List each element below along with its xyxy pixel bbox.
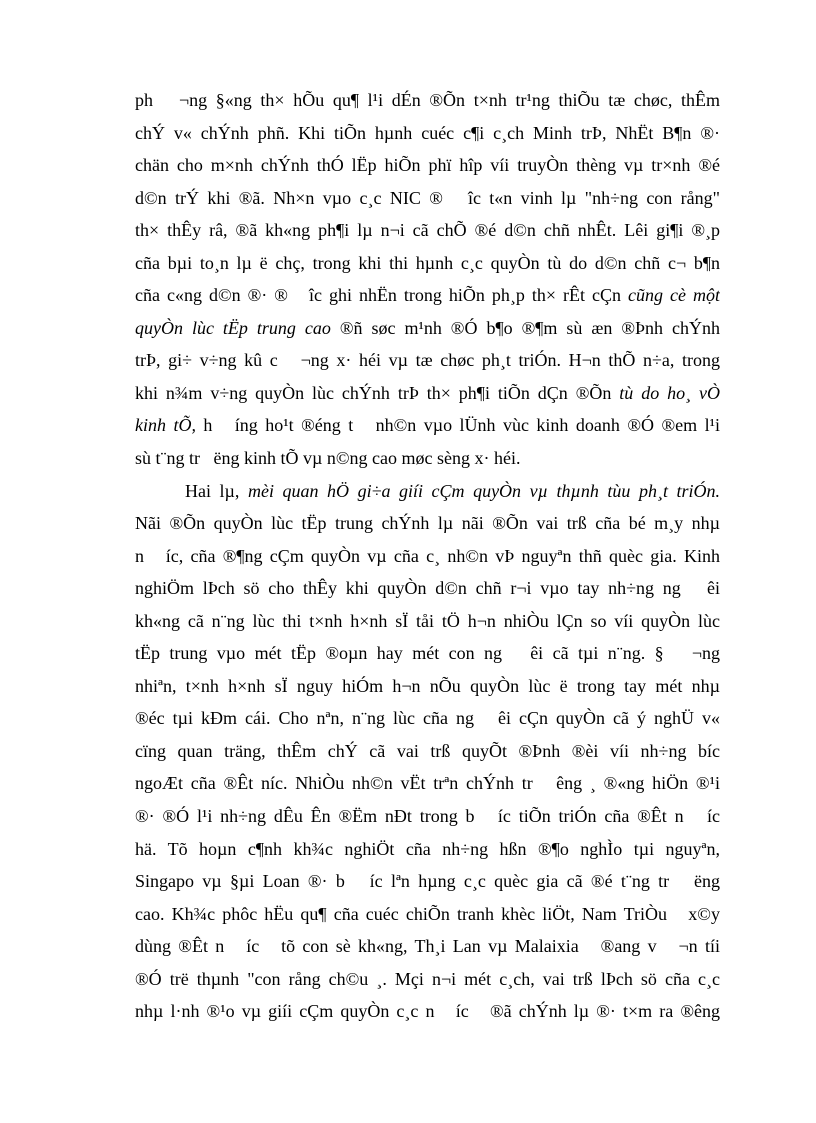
- text-line: cao. Kh¾c phôc hËu qu¶ cña cuéc chiÕn tranh khèc liÖt, Nam TriÒu x©y: [135, 903, 720, 924]
- text-line: n íc, cña ®¶ng cÇm quyÒn vµ cña c¸ nh©n vÞ nguyªn thñ quèc gia. Kinh: [135, 545, 720, 566]
- paragraph-1: [135, 84, 720, 475]
- text-line: cïng quan träng, thÊm chÝ cã vai trß quyÕt ®Þnh ®èi víi nh÷ng bíc: [135, 740, 720, 761]
- text-line: nghiÖm lÞch sö cho thÊy khi quyÒn d©n chñ r¬i vµo tay nh÷ng ng êi: [135, 578, 720, 599]
- text-line: nhµ l·nh ®¹o vµ giíi cÇm quyÒn c¸c n íc ®ã chÝnh lµ ®· t×m ra ®êng: [135, 1001, 720, 1022]
- text-line: ®· ®Ó l¹i nh÷ng dÊu Ên ®Ëm nÐt trong b íc tiÕn triÓn cña ®Êt n íc: [135, 806, 720, 827]
- text-line: sù t¨ng tr ëng kinh tÕ vµ n©ng cao møc sèng x· héi.: [135, 448, 521, 469]
- text-line: cña bµi to¸n lµ ë chç, trong khi thi hµnh c¸c quyÒn tù do d©n chñ c¬ b¶n: [135, 252, 720, 273]
- text-line: trÞ, gi÷ v÷ng kû c ¬ng x· héi vµ tæ chøc ph¸t triÓn. H¬n thÕ n÷a, trong: [135, 350, 720, 371]
- text-line: dùng ®Êt n íc tõ con sè kh«ng, Th¸i Lan vµ Malaixia ®ang v ¬n tíi: [135, 936, 720, 957]
- italic-phrase: tù do ho¸ vÒ: [619, 382, 720, 403]
- text-line: Hai lµ, mèi quan hÖ gi÷a giíi cÇm quyÒn vµ thµnh tùu ph¸t triÓn.: [185, 480, 720, 501]
- text-line: chän cho m×nh chÝnh thÓ lËp hiÕn phï hîp víi truyÒn thèng vµ tr×nh ®é: [135, 155, 720, 176]
- text-line: ®Ó trë thµnh "con rång ch©u ¸. Mçi n¬i mét c¸ch, vai trß lÞch sö cña c¸c: [135, 968, 720, 989]
- text-line: cña c«ng d©n ®· ® îc ghi nhËn trong hiÕn ph¸p th× rÊt cÇn cũng cè một: [135, 285, 720, 306]
- text-line: hä. Tõ hoµn c¶nh kh¾c nghiÖt cña nh÷ng hßn ®¶o nghÌo tµi nguyªn,: [135, 838, 720, 859]
- text-line: kh«ng cã n¨ng lùc thi t×nh h×nh sÏ tåi tÖ h¬n nhiÒu lÇn so víi quyÒn lùc: [135, 610, 720, 631]
- text-line: nhiªn, t×nh h×nh sÏ nguy hiÓm h¬n nÕu quyÒn lùc ë trong tay mét nhµ: [135, 675, 720, 696]
- text-line: th× thÊy râ, ®ã kh«ng ph¶i lµ n¬i cã chÕ ®é d©n chñ nhÊt. Lêi gi¶i ®¸p: [135, 220, 720, 241]
- text-line: khi n¾m v÷ng quyÒn lùc chÝnh trÞ th× ph¶i tiÕn dÇn ®Õn tù do ho¸ vÒ: [135, 382, 720, 403]
- text-line: Nãi ®Õn quyÒn lùc tËp trung chÝnh lµ nãi ®Õn vai trß cña bé m¸y nhµ: [135, 513, 720, 534]
- text-line: ph ¬ng §«ng th× hÕu qu¶ l¹i dÉn ®Õn t×nh tr¹ng thiÕu tæ chøc, thÊm: [135, 90, 720, 110]
- text-line: tËp trung vµo mét tËp ®oµn hay mét con ng êi cã tµi n¨ng. § ¬ng: [135, 643, 720, 664]
- italic-phrase: kinh tÕ,: [135, 415, 196, 436]
- paragraph-2: [135, 475, 720, 1028]
- italic-phrase: mèi quan hÖ gi÷a giíi cÇm quyÒn vµ thµnh tùu ph¸t triÓn.: [247, 480, 720, 501]
- text-line: kinh tÕ, h íng ho¹t ®éng t nh©n vµo lÜnh vùc kinh doanh ®Ó ®em l¹i: [135, 415, 720, 436]
- italic-phrase: cũng cè một: [628, 285, 720, 306]
- text-line: ngoÆt cña ®Êt níc. NhiÒu nh©n vËt trªn chÝnh tr êng ¸ ®«ng hiÖn ®¹i: [135, 773, 720, 794]
- text-line: d©n trÝ khi ®ã. Nh×n vµo c¸c NIC ® îc t«n vinh lµ "nh÷ng con rång": [135, 187, 720, 208]
- text-line-italic: quyÒn lùc tËp trung cao ®ñ søc m¹nh ®Ó b¶o ®¶m sù æn ®Þnh chÝnh: [135, 317, 720, 338]
- text-line: Singapo vµ §µi Loan ®· b íc lªn hµng c¸c quèc gia cã ®é t¨ng tr ëng: [135, 871, 720, 892]
- document-body: [135, 84, 720, 1028]
- italic-phrase: quyÒn lùc tËp trung cao: [135, 317, 331, 338]
- text-line: ®éc tµi kÐm cái. Cho nªn, n¨ng lùc cña ng êi cÇn quyÒn cã ý nghÜ v«: [135, 708, 720, 729]
- text-line: chÝ v« chÝnh phñ. Khi tiÕn hµnh cuéc c¶i c¸ch Minh trÞ, NhËt B¶n ®·: [135, 122, 720, 143]
